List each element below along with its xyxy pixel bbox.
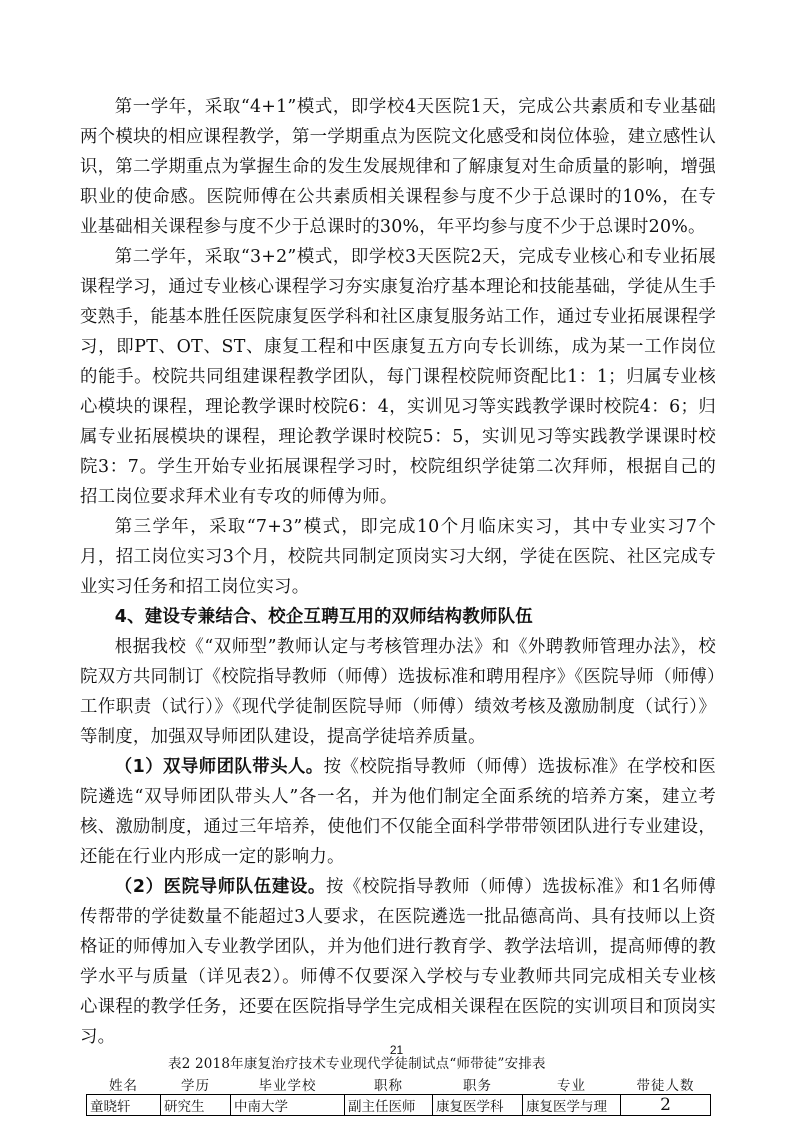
header-school: 毕业学校 <box>258 1078 317 1094</box>
paragraph-first-year: 第一学年，采取“4+1”模式，即学校4天医院1天，完成公共素质和专业基础两个模块的相应课程教学，第一学期重点为医院文化感受和岗位体验，建立感性认识，第二学期重点为掌握生命的发生发展规律和了解康复对生命质量的影响，增强职业的使命感。医院师傅在公共素质相关课程参与度不少于总课时的10%，在专业基础相关课程参与度不少于总课时的30%，年平均参与度不少于总课时20%。 <box>80 97 716 237</box>
cell-school: 中南大学 <box>231 1095 345 1116</box>
header-position: 职务 <box>463 1078 492 1094</box>
table-header-row <box>87 1074 711 1095</box>
table-caption: 表2 2018年康复治疗技术专业现代学徒制试点“师带徒”安排表 <box>168 1056 546 1072</box>
hospital-mentors-lead: （2）医院导师队伍建设。 <box>114 877 326 897</box>
paragraph-third-year: 第三学年，采取“7+3”模式，即完成10个月临床实习，其中专业实习7个月，招工岗位实习3个月，校院共同制定顶岗实习大纲，学徒在医院、社区完成专业实习任务和招工岗位实习。 <box>80 517 716 597</box>
team-leader-lead: （1）双导师团队带头人。 <box>114 757 324 777</box>
paragraph-regulations: 根据我校《“双师型”教师认定与考核管理办法》和《外聘教师管理办法》，校院双方共同制订《校院指导教师（师傅）选拔标准和聘用程序》《医院导师（师傅）工作职责（试行）》《现代学徒制医院导师（师傅）绩效考核及激励制度（试行）》等制度，加强双导师团队建设，提高学徒培养质量。 <box>80 637 716 747</box>
paragraph-hospital-mentors <box>80 872 716 1052</box>
hospital-mentors-body: 按《校院指导教师（师傅）选拔标准》和1名师傅传帮带的学徒数量不能超过3人要求，在医院遴选一批品德高尚、具有技师以上资格证的师傅加入专业教学团队，并为他们进行教育学、教学法培训，提高师傅的教学水平与质量（详见表2）。师傅不仅要深入学校与专业教师共同完成相关专业核心课程的教学任务，还要在医院指导学生完成相关课程在医院的实训项目和顶岗实习。 <box>80 877 716 1047</box>
page-body <box>80 92 716 1116</box>
page-number: 21 <box>389 1043 404 1057</box>
header-education: 学历 <box>181 1078 210 1094</box>
cell-name: 童晓轩 <box>87 1095 161 1116</box>
cell-position: 康复医学科 <box>433 1095 523 1116</box>
header-name: 姓名 <box>109 1078 138 1094</box>
paragraph-second-year: 第二学年，采取“3+2”模式，即学校3天医院2天，完成专业核心和专业拓展课程学习，通过专业核心课程学习夯实康复治疗基本理论和技能基础，学徒从生手变熟手，能基本胜任医院康复医学科和社区康复服务站工作，通过专业拓展课程学习，即PT、OT、ST、康复工程和中医康复五方向专长训练，成为某一工作岗位的能手。校院共同组建课程教学团队，每门课程校院师资配比1：1；归属专业核心模块的课程，理论教学课时校院6：4，实训见习等实践教学课时校院4：6；归属专业拓展模块的课程，理论教学课时校院5：5，实训见习等实践教学课课时校院3：7。学生开始专业拓展课程学习时，校院组织学徒第二次拜师，根据自己的招工岗位要求拜术业有专攻的师傅为师。 <box>80 247 716 507</box>
mentor-table <box>86 1074 711 1116</box>
cell-apprentice-count: 2 <box>621 1095 711 1116</box>
cell-education: 研究生 <box>161 1095 231 1116</box>
header-title: 职称 <box>374 1078 403 1094</box>
header-major: 专业 <box>557 1078 586 1094</box>
section-heading-4: 4、建设专兼结合、校企互聘互用的双师结构教师队伍 <box>114 607 533 627</box>
paragraph-team-leader <box>80 752 716 872</box>
table-row <box>87 1095 711 1116</box>
team-leader-body: 按《校院指导教师（师傅）选拔标准》在学校和医院遴选“双导师团队带头人”各一名，并为他们制定全面系统的培养方案，建立考核、激励制度，通过三年培养，使他们不仅能全面科学带带领团队进行专业建设，还能在行业内形成一定的影响力。 <box>80 757 716 867</box>
header-apprentice-count: 带徒人数 <box>636 1078 695 1094</box>
cell-title: 副主任医师 <box>345 1095 433 1116</box>
cell-major: 康复医学与理 <box>523 1095 621 1116</box>
